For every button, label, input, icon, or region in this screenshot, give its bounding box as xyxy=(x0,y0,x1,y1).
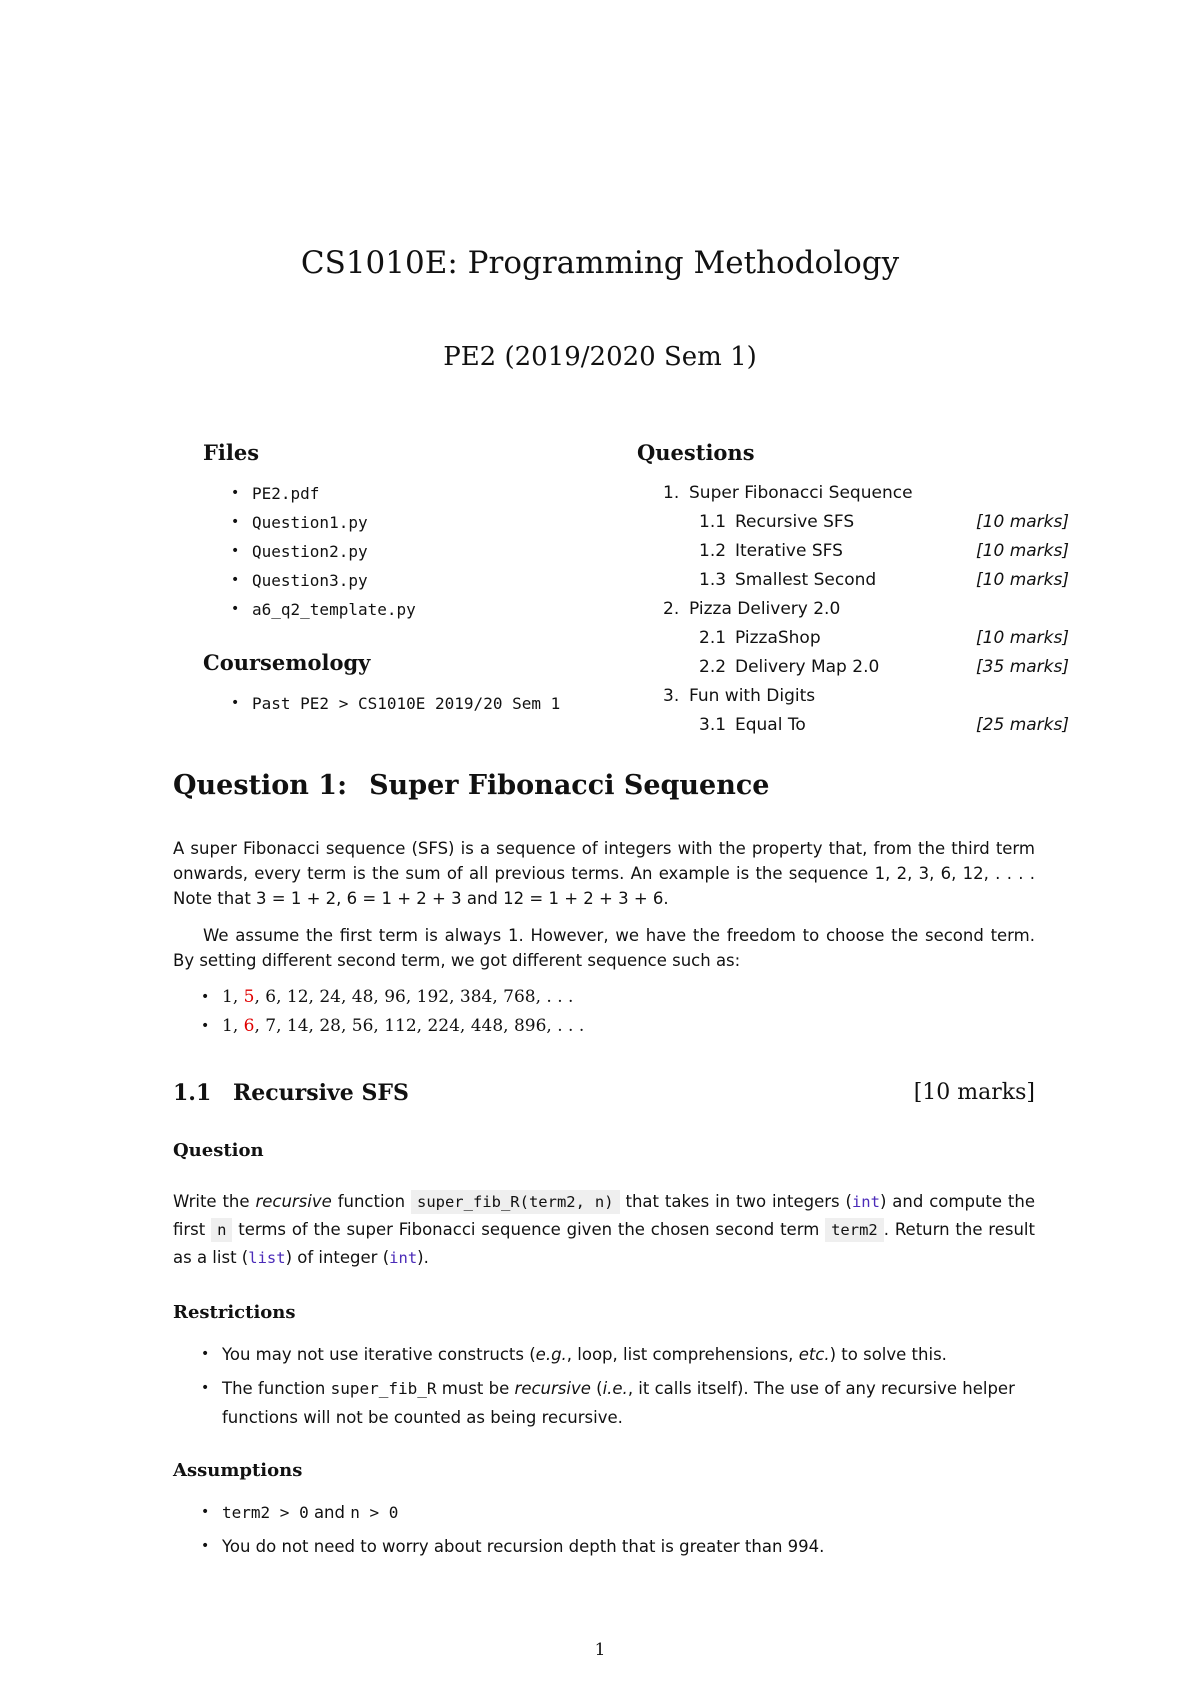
coursemology-item xyxy=(203,689,623,718)
question-row xyxy=(637,479,1077,508)
files-list xyxy=(203,479,603,624)
question-row xyxy=(637,595,1077,624)
coursemology-path: Past PE2 > CS1010E 2019/20 Sem 1 xyxy=(252,694,561,713)
text-run: terms of the super Fibonacci sequence given the chosen second term xyxy=(232,1220,826,1239)
question-number: 3. xyxy=(663,686,680,706)
restrictions-list xyxy=(173,1340,1035,1427)
subquestion-marks: [10 marks] xyxy=(976,541,1069,561)
text-run: You do not need to worry about recursion depth that is greater than 994. xyxy=(222,1537,825,1556)
keyword-int: int xyxy=(851,1193,880,1211)
text-run: ) of integer ( xyxy=(285,1248,390,1267)
questions-heading: Questions xyxy=(637,440,755,465)
sequence-example xyxy=(173,1012,873,1041)
restrictions-subheading: Restrictions xyxy=(173,1302,296,1323)
subquestion-title: Recursive SFS xyxy=(735,512,855,532)
file-item xyxy=(203,595,603,624)
file-item xyxy=(203,479,603,508)
text-run: that takes in two integers ( xyxy=(619,1192,852,1211)
assumptions-subheading: Assumptions xyxy=(173,1460,303,1481)
subquestion-marks: [35 marks] xyxy=(976,657,1069,677)
sequence-second-term: 5 xyxy=(243,987,255,1007)
question-1-heading xyxy=(173,770,769,801)
question-subheading: Question xyxy=(173,1140,264,1161)
subquestion-row xyxy=(637,508,1077,537)
file-item xyxy=(203,566,603,595)
code-condition: term2 > 0 xyxy=(222,1503,309,1522)
subsection-title: Recursive SFS xyxy=(233,1080,409,1106)
file-name: a6_q2_template.py xyxy=(252,600,416,619)
restriction-item xyxy=(173,1374,1035,1427)
text-run: and xyxy=(308,1503,351,1522)
subquestion-title: Iterative SFS xyxy=(735,541,843,561)
files-heading: Files xyxy=(203,440,260,465)
subquestion-row xyxy=(637,537,1077,566)
question-number: 1. xyxy=(663,483,680,503)
subquestion-title: PizzaShop xyxy=(735,628,821,648)
text-run: ) to solve this. xyxy=(829,1345,947,1364)
document-subtitle: PE2 (2019/2020 Sem 1) xyxy=(443,342,757,372)
text-run: You may not use iterative constructs ( xyxy=(222,1345,536,1364)
assumption-item xyxy=(173,1498,1035,1527)
restriction-item xyxy=(173,1340,1035,1369)
coursemology-section xyxy=(203,650,623,718)
keyword-list: list xyxy=(248,1249,286,1267)
coursemology-heading: Coursemology xyxy=(203,650,371,675)
text-run: e.g. xyxy=(535,1345,567,1364)
subsection-1-1-heading xyxy=(173,1080,1035,1106)
text-run: , loop, list comprehensions, xyxy=(566,1345,799,1364)
text-run: , it calls itself). The use of any recursive helper functions will not be counted as being recursive. xyxy=(222,1379,1015,1427)
subsection-marks: [10 marks] xyxy=(913,1080,1035,1105)
text-run: etc. xyxy=(798,1345,830,1364)
text-run: . Return the result as a list ( xyxy=(173,1220,1035,1267)
code-condition: n > 0 xyxy=(350,1503,399,1522)
subquestion-number: 1.1 xyxy=(699,512,727,532)
file-item xyxy=(203,537,603,566)
sequence-first-term: 1, xyxy=(222,987,244,1007)
text-run: function xyxy=(331,1192,411,1211)
subquestion-title: Equal To xyxy=(735,715,806,735)
subquestion-row xyxy=(637,653,1077,682)
sequence-second-term: 6 xyxy=(243,1016,255,1036)
subquestion-number: 3.1 xyxy=(699,715,727,735)
page-number: 1 xyxy=(594,1640,606,1660)
subquestion-number: 2.1 xyxy=(699,628,727,648)
file-name: Question3.py xyxy=(252,571,368,590)
subquestion-title: Smallest Second xyxy=(735,570,877,590)
text-run: The function xyxy=(222,1379,331,1398)
text-run: i.e. xyxy=(602,1379,628,1398)
question-title: Super Fibonacci Sequence xyxy=(689,483,913,503)
question-title: Fun with Digits xyxy=(689,686,816,706)
code-function-name: super_fib_R xyxy=(330,1379,437,1398)
sequence-examples xyxy=(173,983,873,1041)
code-term2: term2 xyxy=(825,1218,884,1242)
subquestion-marks: [10 marks] xyxy=(976,570,1069,590)
questions-section xyxy=(637,440,1077,740)
text-run: ( xyxy=(590,1379,603,1398)
subquestion-row xyxy=(637,566,1077,595)
file-item xyxy=(203,508,603,537)
question-1-label: Question 1: xyxy=(173,770,348,801)
question-title: Pizza Delivery 2.0 xyxy=(689,599,841,619)
file-name: Question2.py xyxy=(252,542,368,561)
text-run: recursive xyxy=(255,1192,332,1211)
intro-paragraph-2: We assume the first term is always 1. However, we have the freedom to choose the second term. By setting different second term, we got different sequence such as: xyxy=(173,926,1035,970)
coursemology-list xyxy=(203,689,623,718)
question-text xyxy=(173,1188,1035,1272)
subquestion-row xyxy=(637,624,1077,653)
document-title: CS1010E: Programming Methodology xyxy=(300,245,900,281)
question-1-title: Super Fibonacci Sequence xyxy=(369,770,770,801)
question-number: 2. xyxy=(663,599,680,619)
question-row xyxy=(637,682,1077,711)
text-run: must be xyxy=(436,1379,515,1398)
code-n: n xyxy=(211,1218,232,1242)
assumption-item xyxy=(173,1532,1035,1561)
subquestion-title: Delivery Map 2.0 xyxy=(735,657,880,677)
sequence-first-term: 1, xyxy=(222,1016,244,1036)
sequence-rest: , 7, 14, 28, 56, 112, 224, 448, 896, . . . xyxy=(254,1016,585,1036)
subquestion-row xyxy=(637,711,1077,740)
text-run: Write the xyxy=(173,1192,256,1211)
file-name: PE2.pdf xyxy=(252,484,320,503)
assumptions-list xyxy=(173,1498,1035,1566)
intro-paragraph: A super Fibonacci sequence (SFS) is a sequence of integers with the property that, from the third term onwards, every term is the sum of all previous terms. An example is the sequence 1, 2, 3, 6, 12, . . . . Note that 3 = 1 + 2, 6 = 1 + 2 + 3 and 12 = 1 + 2 + 3 + 6. xyxy=(173,839,1035,908)
subsection-number: 1.1 xyxy=(173,1080,212,1106)
subquestion-marks: [25 marks] xyxy=(976,715,1069,735)
file-name: Question1.py xyxy=(252,513,368,532)
text-run: ). xyxy=(417,1248,429,1267)
subquestion-number: 1.3 xyxy=(699,570,727,590)
files-section xyxy=(203,440,603,624)
subquestion-marks: [10 marks] xyxy=(976,628,1069,648)
text-run: recursive xyxy=(514,1379,591,1398)
sequence-example xyxy=(173,983,873,1012)
subquestion-number: 1.2 xyxy=(699,541,727,561)
text-run: ) and compute the first xyxy=(173,1192,1035,1239)
subquestion-number: 2.2 xyxy=(699,657,727,677)
subquestion-marks: [10 marks] xyxy=(976,512,1069,532)
function-signature-code: super_fib_R(term2, n) xyxy=(411,1190,620,1214)
sequence-rest: , 6, 12, 24, 48, 96, 192, 384, 768, . . . xyxy=(254,987,574,1007)
keyword-int: int xyxy=(389,1249,418,1267)
